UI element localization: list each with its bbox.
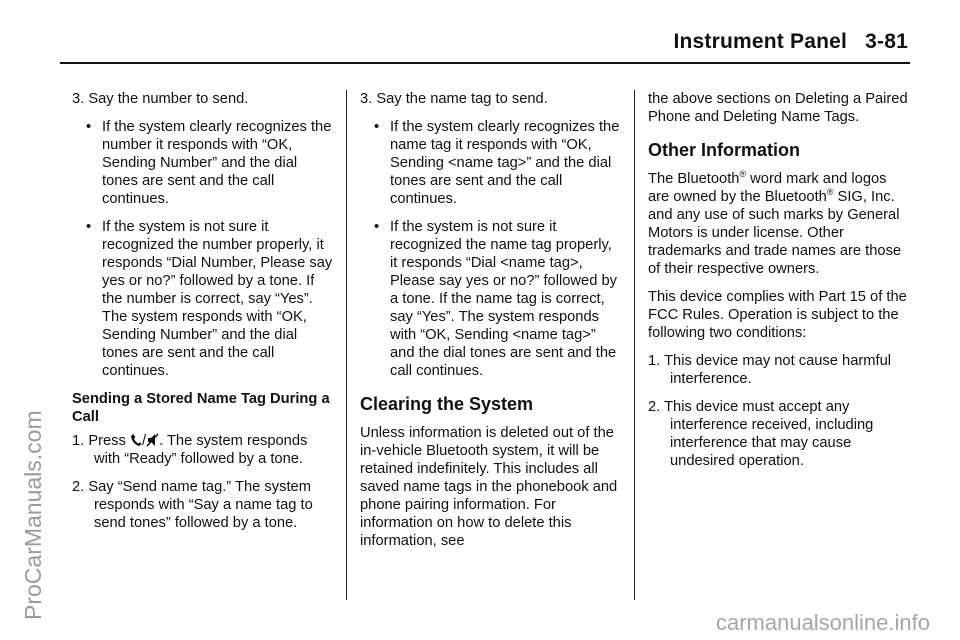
heading-other-information: Other Information bbox=[648, 140, 800, 160]
column-1 bbox=[72, 90, 334, 542]
step-3-number: 3. Say the number to send. bbox=[72, 91, 249, 107]
registered-mark: ® bbox=[826, 187, 834, 198]
page-number: 3-81 bbox=[865, 30, 908, 53]
header-rule bbox=[60, 62, 910, 64]
bullet-unsure-recognition: • If the system is not sure it recognized the number properly, it responds “Dial Number, Please say yes or no?” followed by a tone. If the number is correct, say “Yes”. The system responds with “OK, Sending Number” and the dial tones are sent and the call continues. bbox=[72, 218, 334, 380]
voice-recognition-icon bbox=[146, 433, 159, 447]
column-2 bbox=[360, 90, 622, 560]
heading-clearing-system: Clearing the System bbox=[360, 394, 534, 414]
paragraph-continued: the above sections on Deleting a Paired Phone and Deleting Name Tags. bbox=[648, 91, 908, 125]
registered-mark: ® bbox=[739, 169, 747, 180]
side-watermark: ProCarManuals.com bbox=[20, 410, 46, 620]
fcc-condition-2: 2. This device must accept any interference received, including interference that may cause undesired operation. bbox=[648, 399, 874, 469]
step-1-press: 1. Press / . The system responds with “Ready” followed by a tone. bbox=[72, 433, 308, 467]
subheading-stored-name-tag: Sending a Stored Name Tag During a Call bbox=[72, 391, 330, 425]
bullet-unsure-name-tag: • If the system is not sure it recognized the name tag properly, it responds “Dial <name tag>, Please say yes or no?” followed by a tone. If the name tag is correct, say “Yes”. The system responds with “OK, Sending <name tag>” and the dial tones are sent and the call continues. bbox=[360, 218, 622, 380]
fcc-condition-1: 1. This device may not cause harmful interference. bbox=[648, 353, 892, 387]
bullet-clear-name-tag: • If the system clearly recognizes the name tag it responds with “OK, Sending <name tag>” and the dial tones are sent and the call continues. bbox=[360, 118, 622, 208]
column-3 bbox=[648, 90, 910, 480]
section-title: Instrument Panel bbox=[673, 30, 848, 53]
paragraph-clearing-system: Unless information is deleted out of the in-vehicle Bluetooth system, it will be retained indefinitely. This includes all saved name tags in the phonebook and phone pairing information. For information on how to delete this information, see bbox=[360, 425, 618, 549]
paragraph-fcc: This device complies with Part 15 of the FCC Rules. Operation is subject to the following two conditions: bbox=[648, 289, 907, 341]
column-divider-2 bbox=[634, 90, 635, 600]
bottom-watermark: carmanualsonline.info bbox=[715, 610, 930, 635]
column-divider-1 bbox=[346, 90, 347, 600]
phone-icon bbox=[130, 433, 142, 447]
step-2-send-name-tag: 2. Say “Send name tag.” The system responds with “Say a name tag to send tones” followed by a tone. bbox=[72, 479, 313, 531]
page-header bbox=[673, 30, 908, 54]
step-3-name-tag: 3. Say the name tag to send. bbox=[360, 91, 548, 107]
paragraph-bluetooth-trademark: The Bluetooth® word mark and logos are owned by the Bluetooth® SIG, Inc. and any use of such marks by General Motors is under license. Other trademarks and trade names are those of their respective owners. bbox=[648, 169, 902, 277]
bullet-clear-recognition: • If the system clearly recognizes the number it responds with “OK, Sending Number” and the dial tones are sent and the call continues. bbox=[72, 118, 334, 208]
